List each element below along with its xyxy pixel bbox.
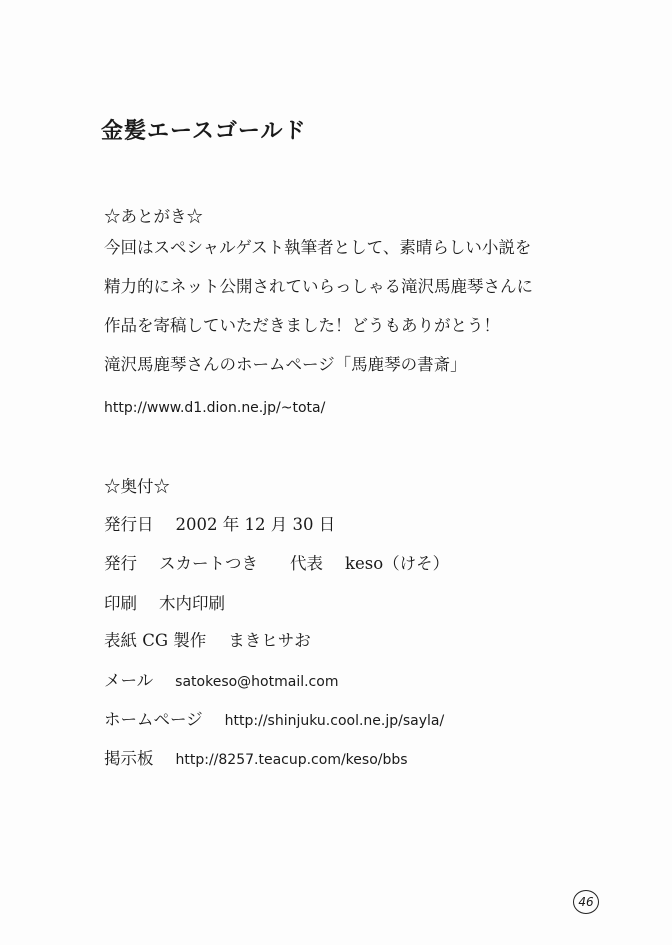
bbs-label: 掲示板: [104, 749, 154, 768]
publish-date-row: [104, 517, 335, 534]
representative-label: 代表: [290, 554, 323, 573]
printing-value: 木内印刷: [159, 594, 225, 613]
publish-date-value: 2002 年 12 月 30 日: [175, 515, 336, 534]
homepage-value: http://shinjuku.cool.ne.jp/sayla/: [224, 713, 445, 729]
afterword-url: http://www.d1.dion.ne.jp/~tota/: [104, 400, 326, 416]
mail-value: satokeso@hotmail.com: [175, 674, 339, 690]
printing-label: 印刷: [104, 594, 137, 613]
homepage-label: ホームページ: [104, 710, 203, 729]
printing-row: [104, 596, 225, 613]
cover-cg-value: まきヒサお: [228, 631, 311, 650]
cover-cg-label: 表紙 CG 製作: [104, 631, 207, 650]
afterword-line-1: 今回はスペシャルゲスト執筆者として、素晴らしい小説を: [104, 238, 532, 257]
representative-value: keso（けそ）: [345, 554, 450, 573]
cover-cg-row: [104, 633, 311, 650]
afterword-line-2: 精力的にネット公開されていらっしゃる滝沢馬鹿琴さんに: [104, 277, 533, 296]
page-title: 金髪エースゴールド: [101, 119, 307, 144]
homepage-row: [104, 712, 444, 729]
afterword-line-3: 作品を寄稿していただきました！どうもありがとう！: [104, 316, 500, 335]
publisher-label: 発行: [104, 554, 137, 573]
mail-row: [104, 673, 338, 690]
mail-label: メール: [104, 671, 154, 690]
publisher-row: [104, 556, 449, 573]
afterword-heading: ☆あとがき☆: [104, 207, 203, 226]
publisher-value: スカートつき: [159, 554, 258, 573]
bbs-row: [104, 751, 408, 768]
publish-date-label: 発行日: [104, 515, 154, 534]
afterword-line-4: 滝沢馬鹿琴さんのホームページ「馬鹿琴の書斎」: [104, 355, 467, 374]
bbs-value: http://8257.teacup.com/keso/bbs: [175, 752, 408, 768]
page-number: 46: [573, 890, 599, 914]
colophon-heading: ☆奥付☆: [104, 477, 170, 496]
